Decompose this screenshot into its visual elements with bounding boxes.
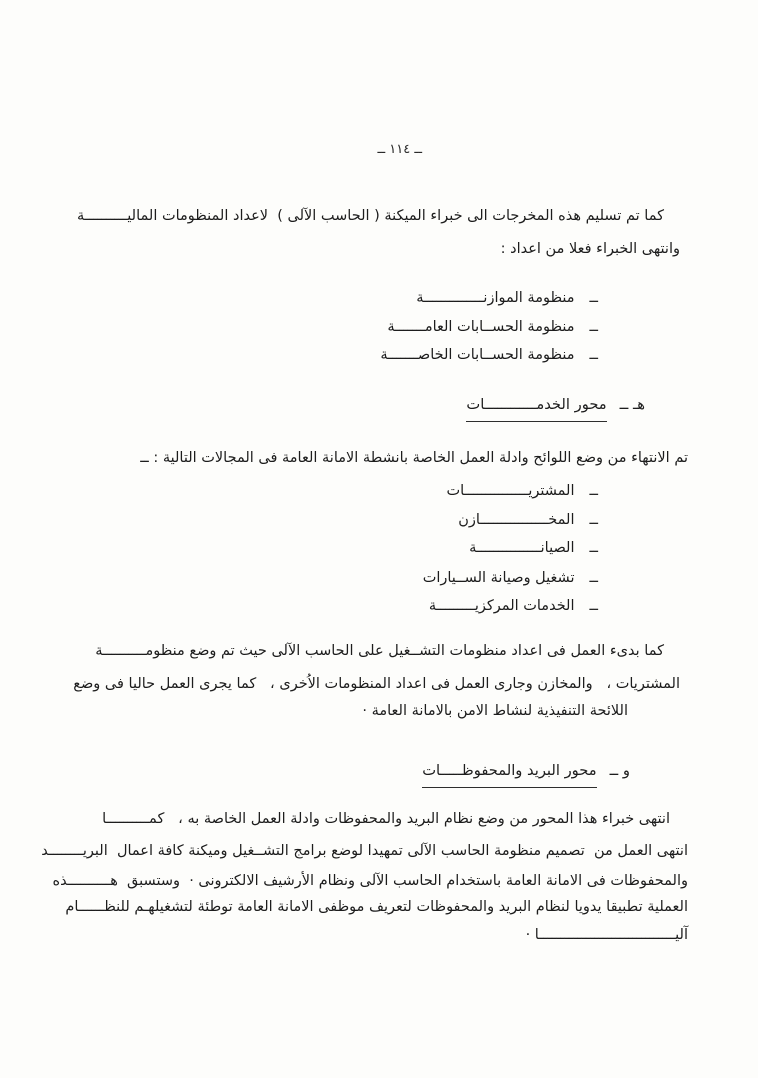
list-item-purchases bbox=[447, 481, 598, 502]
list-dash-icon: ــ bbox=[589, 598, 598, 614]
paragraph-operation-systems-line-2: المشتريات ، والمخازن وجارى العمل فى اعداد المنظومات الاُخرى ، كما يجرى العمل حاليا فى وضع bbox=[73, 676, 680, 692]
list-item-label: منظومة الحســابات الخاصـــــــة bbox=[380, 347, 575, 363]
list-item-label: المشتريـــــــــــــــات bbox=[446, 483, 575, 499]
list-item-label: الصيانـــــــــــــــة bbox=[469, 540, 575, 556]
list-item-label: تشغيل وصيانة الســيارات bbox=[422, 570, 575, 586]
paragraph-delivery-line-2: وانتهى الخبراء فعلا من اعداد : bbox=[500, 241, 680, 257]
list-item-central-services bbox=[429, 596, 598, 617]
list-dash-icon: ــ bbox=[589, 319, 598, 335]
list-item-label: المخــــــــــــــــازن bbox=[458, 512, 575, 528]
list-item-warehouses bbox=[458, 510, 598, 531]
list-item-maintenance bbox=[469, 538, 598, 559]
list-dash-icon: ــ bbox=[589, 570, 598, 586]
list-dash-icon: ــ bbox=[589, 290, 598, 306]
list-item-general-accounts-system bbox=[387, 317, 598, 338]
paragraph-mail-archives-line-5: آليــــــــــــــــــــــــــــــــا · bbox=[525, 927, 688, 943]
paragraph-mail-archives-line-4: العملية تطبيقا يدويا لنظام البريد والمحفوظات لتعريف موظفى الامانة العامة توطئة لتشغيلهـم للنظــــــام bbox=[65, 899, 688, 915]
section-marker: و ــ bbox=[609, 762, 630, 779]
paragraph-mail-archives-line-2: انتهى العمل من تصميم منظومة الحاسب الآلى تمهيدا لوضع برامج التشــغيل وميكنة كافة اعمال البريــــــــد bbox=[41, 843, 688, 859]
page-number: ــ ١١٤ ــ bbox=[377, 142, 422, 157]
list-item-label: منظومة الموازنــــــــــــــة bbox=[416, 290, 575, 306]
list-item-budget-system bbox=[416, 288, 598, 309]
list-item-label: منظومة الحســابات العامـــــــة bbox=[387, 319, 575, 335]
list-dash-icon: ــ bbox=[589, 540, 598, 556]
paragraph-delivery-line-1: كما تم تسليم هذه المخرجات الى خبراء الميكنة ( الحاسب الآلى ) لاعداد المنظومات الماليــــــــــة bbox=[77, 208, 664, 224]
section-heading-mail-archives bbox=[422, 760, 630, 788]
section-marker: هـ ــ bbox=[619, 396, 645, 413]
paragraph-operation-systems-line-3: اللائحة التنفيذية لنشاط الامن بالامانة العامة · bbox=[362, 703, 628, 719]
list-dash-icon: ــ bbox=[589, 483, 598, 499]
section-title: محور البريد والمحفوظـــــات bbox=[422, 760, 596, 788]
list-dash-icon: ــ bbox=[589, 512, 598, 528]
paragraph-services-intro: تم الانتهاء من وضع اللوائح وادلة العمل الخاصة بانشطة الامانة العامة فى المجالات التالية : ــ bbox=[140, 450, 688, 466]
section-heading-services bbox=[466, 394, 645, 422]
paragraph-mail-archives-line-1: انتهى خبراء هذا المحور من وضع نظام البريد والمحفوظات وادلة العمل الخاصة به ، كمــــــــــا bbox=[102, 811, 670, 827]
list-item-label: الخدمات المركزيـــــــــة bbox=[428, 598, 575, 614]
paragraph-mail-archives-line-3: والمحفوظات فى الامانة العامة باستخدام الحاسب الآلى ونظام الأرشيف الالكترونى · وستسبق هــــــــــذه bbox=[52, 873, 688, 889]
paragraph-operation-systems-line-1: كما بدىء العمل فى اعداد منظومات التشــغيل على الحاسب الآلى حيث تم وضع منظومــــــــــة bbox=[95, 643, 664, 659]
list-item-special-accounts-system bbox=[380, 345, 598, 366]
list-dash-icon: ــ bbox=[589, 347, 598, 363]
list-item-vehicle-operation bbox=[423, 568, 598, 589]
section-title: محور الخدمــــــــــــات bbox=[466, 394, 606, 422]
